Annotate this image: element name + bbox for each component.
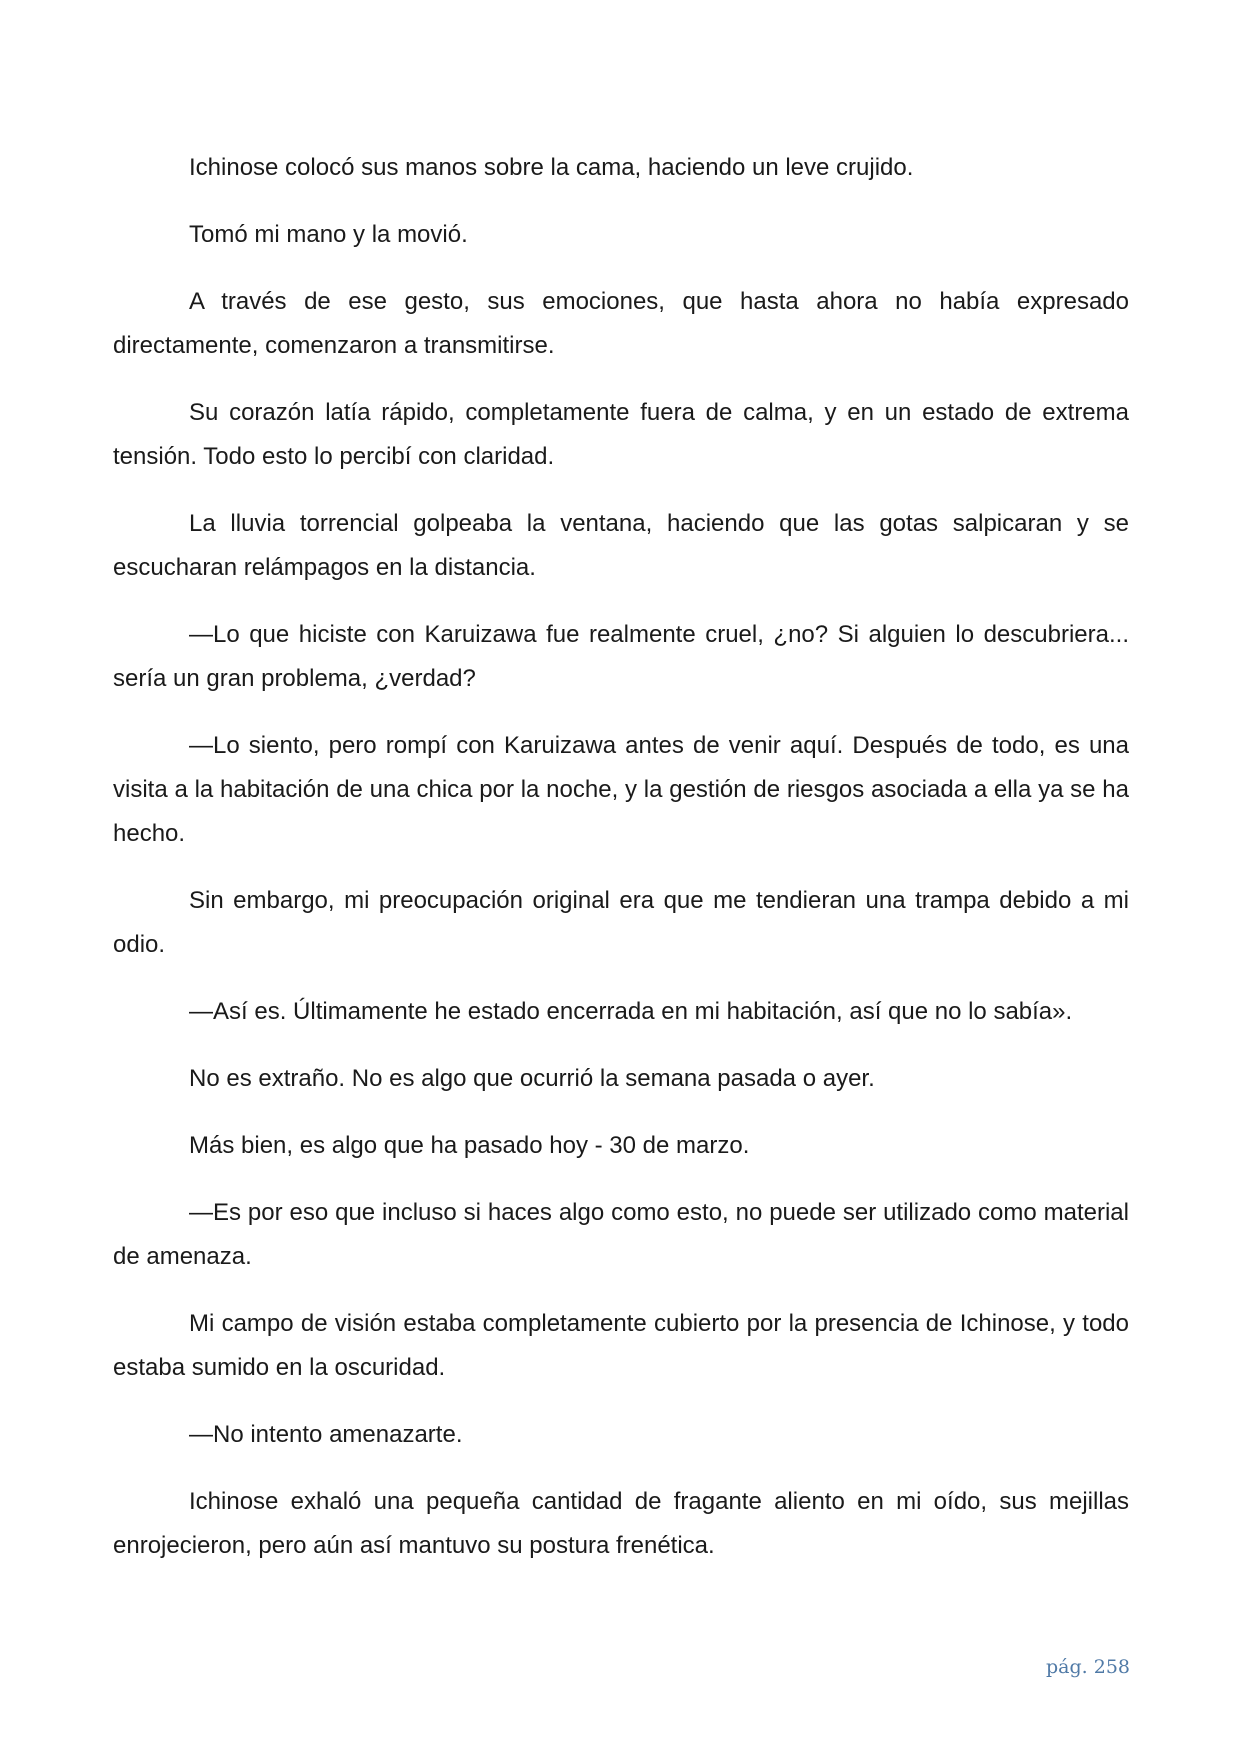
paragraph: —Lo siento, pero rompí con Karuizawa antes de venir aquí. Después de todo, es una visita a la habitación de una chica por la noche, y la gestión de riesgos asociada a ella ya se ha hecho.	[113, 732, 1129, 847]
page-number: pág. 258	[1046, 1656, 1130, 1678]
paragraph: —Lo que hiciste con Karuizawa fue realmente cruel, ¿no? Si alguien lo descubriera... sería un gran problema, ¿verdad?	[113, 621, 1129, 692]
paragraph: Sin embargo, mi preocupación original era que me tendieran una trampa debido a mi odio.	[113, 887, 1129, 958]
paragraph: La lluvia torrencial golpeaba la ventana, haciendo que las gotas salpicaran y se escucharan relámpagos en la distancia.	[113, 510, 1129, 581]
paragraph: Ichinose exhaló una pequeña cantidad de fragante aliento en mi oído, sus mejillas enrojecieron, pero aún así mantuvo su postura frenética.	[113, 1488, 1129, 1559]
body-text	[113, 146, 1129, 1591]
paragraph: Más bien, es algo que ha pasado hoy - 30 de marzo.	[189, 1132, 750, 1159]
paragraph: Tomó mi mano y la movió.	[189, 221, 468, 248]
paragraph: —Es por eso que incluso si haces algo como esto, no puede ser utilizado como material de amenaza.	[113, 1199, 1129, 1270]
paragraph: —No intento amenazarte.	[189, 1421, 463, 1448]
paragraph: Ichinose colocó sus manos sobre la cama, haciendo un leve crujido.	[189, 154, 914, 181]
paragraph: Su corazón latía rápido, completamente fuera de calma, y en un estado de extrema tensión. Todo esto lo percibí con claridad.	[113, 399, 1129, 470]
paragraph: No es extraño. No es algo que ocurrió la semana pasada o ayer.	[189, 1065, 875, 1092]
paragraph: Mi campo de visión estaba completamente cubierto por la presencia de Ichinose, y todo estaba sumido en la oscuridad.	[113, 1310, 1129, 1381]
paragraph: —Así es. Últimamente he estado encerrada en mi habitación, así que no lo sabía».	[189, 998, 1073, 1025]
paragraph: A través de ese gesto, sus emociones, que hasta ahora no había expresado directamente, comenzaron a transmitirse.	[113, 288, 1129, 359]
